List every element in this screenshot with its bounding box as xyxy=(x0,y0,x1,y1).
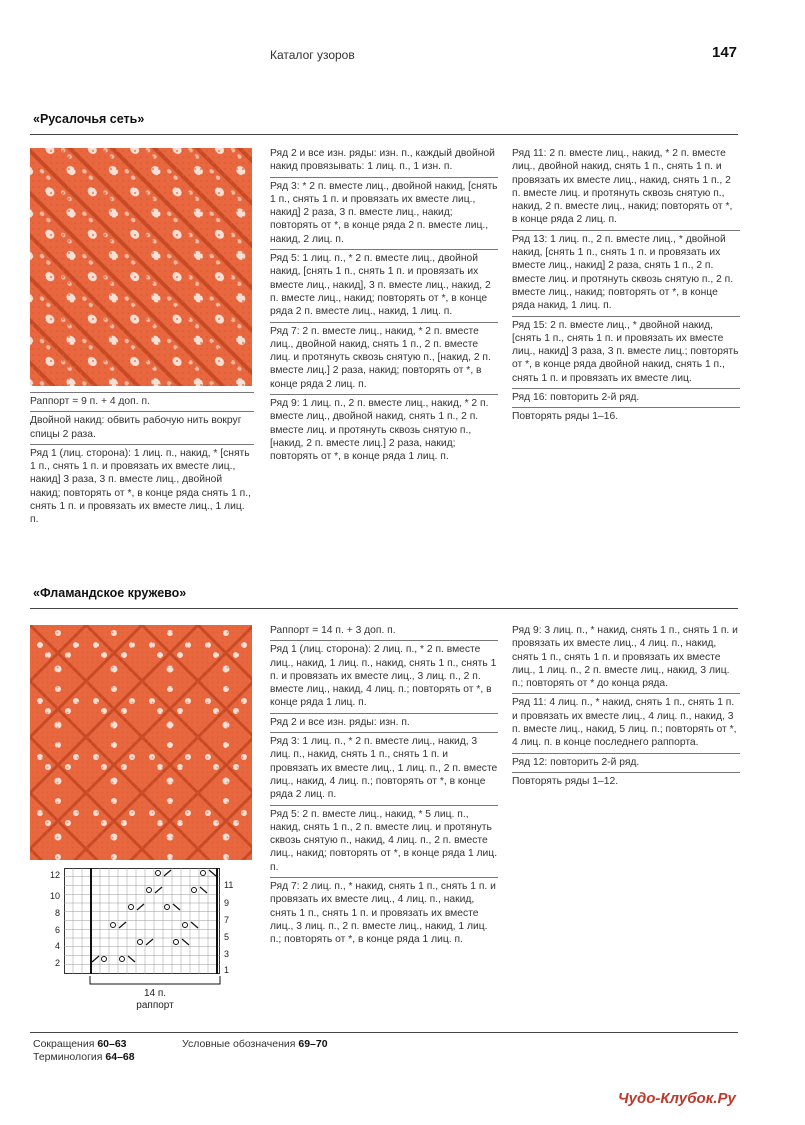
paragraph: Повторять ряды 1–12. xyxy=(512,775,619,787)
paragraph: Ряд 2 и все изн. ряды: изн. п., каждый двойной накид провязывать: 1 лиц. п., 1 изн. п. xyxy=(270,145,498,178)
paragraph: Ряд 9: 3 лиц. п., * накид, снять 1 п., снять 1 п. и провязать их вместе лиц., 4 лиц. п., накид, снять 1 п., снять 1 п. и провязать их вместе лиц., 1 лиц. п., 2 п. вместе лиц., накид, 3 лиц. п.; повторять от * до конца ряда. xyxy=(512,622,740,694)
paragraph: Ряд 2 и все изн. ряды: изн. п. xyxy=(270,714,498,733)
footer-symbols[interactable] xyxy=(182,1038,328,1050)
row-label: 11 xyxy=(224,880,234,890)
footer-abbr-pages: 60–63 xyxy=(97,1038,127,1050)
paragraph: Ряд 13: 1 лиц. п., 2 п. вместе лиц., * двойной накид, [снять 1 п., снять 1 п. и провязать их вместе лиц., накид] 2 раза, снять 1 п., 2 п. вместе лиц. и протянуть сквозь снятую п., 2 п. вместе лиц., накид; повторять от *, в конце ряда накид, 1 лиц. п. xyxy=(512,231,740,317)
repeat-bracket xyxy=(88,975,222,987)
pattern-photo-mermaid-net xyxy=(30,148,252,386)
pattern-photo-flemish-lace xyxy=(30,625,252,860)
paragraph: Ряд 7: 2 лиц. п., * накид, снять 1 п., снять 1 п. и провязать их вместе лиц., 4 лиц. п., накид, снять 1 п., снять 1 п. и провязать их вместе лиц., 3 лиц. п., 2 п. вместе лиц., накид, 1 лиц. п.; повторять от *, в конце ряда 1 лиц. п. xyxy=(270,881,496,946)
row-label: 2 xyxy=(54,958,60,968)
paragraph: Ряд 5: 1 лиц. п., * 2 п. вместе лиц., двойной накид, [снять 1 п., снять 1 п. и провязать их вместе лиц., накид], 3 п. вместе лиц., накид, 2 п. вместе лиц., накид; повторять от *, в конце ряда 2 п. вместе лиц., накид, 1 лиц. п. xyxy=(270,250,498,322)
footer-symbols-pages: 69–70 xyxy=(298,1038,328,1050)
paragraph: Ряд 1 (лиц. сторона): 1 лиц. п., накид, * [снять 1 п., снять 1 п. и провязать их вместе лиц., накид] 3 раза, 3 п. вместе лиц., двойной накид; повторять от *, в конце ряда снять 1 п., снять 1 п. и провязать их вместе лиц., 1 лиц. п. xyxy=(30,447,251,526)
pattern2-right-column xyxy=(512,622,740,791)
row-label: 12 xyxy=(49,870,60,880)
paragraph: Ряд 11: 4 лиц. п., * накид, снять 1 п., снять 1 п. и провязать их вместе лиц., 4 лиц. п., накид, 3 п. вместе лиц., накид, 5 лиц. п.; повторять от *, 4 лиц. п. в конце последнего раппорта. xyxy=(512,694,740,753)
repeat-stitch-count: 14 п. xyxy=(143,988,167,999)
footer-abbr-label: Сокращения xyxy=(33,1038,95,1050)
footer-term-pages: 64–68 xyxy=(105,1051,135,1063)
paragraph: Ряд 5: 2 п. вместе лиц., накид, * 5 лиц. п., накид, снять 1 п., 2 п. вместе лиц. и протянуть сквозь снятую п., накид, 4 лиц. п., 2 п. вместе лиц., накид; повторять от *, в конце ряда 1 лиц. п. xyxy=(270,806,498,878)
row-label: 9 xyxy=(224,898,230,908)
pattern2-middle-column xyxy=(270,622,498,950)
pattern1-right-column xyxy=(512,145,740,427)
paragraph: Раппорт = 14 п. + 3 доп. п. xyxy=(270,622,498,641)
row-label: 5 xyxy=(224,932,230,942)
paragraph: Повторять ряды 1–16. xyxy=(512,411,619,423)
row-label: 6 xyxy=(54,925,60,935)
repeat-label: раппорт xyxy=(136,1000,174,1011)
footer-symbols-label: Условные обозначения xyxy=(182,1038,296,1050)
paragraph: Ряд 1 (лиц. сторона): 2 лиц. п., * 2 п. вместе лиц., накид, 1 лиц. п., накид, снять 1 п., снять 1 п. и провязать их вместе лиц., 3 лиц. п., 2 п. вместе лиц., накид, 4 лиц. п.; повторять от *, в конце ряда 1 лиц. п. xyxy=(270,641,498,713)
paragraph: Ряд 7: 2 п. вместе лиц., накид, * 2 п. вместе лиц., двойной накид, снять 1 п., 2 п. вместе лиц. и протянуть сквозь снятую п., [накид, 2 п. вместе лиц.] 2 раза, накид; повторять от *, в конце ряда 2 лиц. п. xyxy=(270,323,498,395)
paragraph: Ряд 12: повторить 2-й ряд. xyxy=(512,754,740,773)
repeat-caption xyxy=(88,988,222,1012)
divider xyxy=(30,134,738,135)
pattern-title: «Фламандское кружево» xyxy=(33,586,187,600)
paragraph: Ряд 3: 1 лиц. п., * 2 п. вместе лиц., накид, 3 лиц. п., накид, снять 1 п., снять 1 п. и провязать их вместе лиц., 1 лиц. п., 2 п. вместе лиц., накид, 4 лиц. п.; повторять от *, в конце ряда 2 лиц. п. xyxy=(270,733,498,805)
pattern-title: «Русалочья сеть» xyxy=(33,112,145,126)
paragraph: Раппорт = 9 п. + 4 доп. п. xyxy=(30,392,254,412)
paragraph: Ряд 16: повторить 2-й ряд. xyxy=(512,389,740,408)
chart-grid xyxy=(64,868,220,974)
page-number: 147 xyxy=(712,44,738,61)
footer-term-label: Терминология xyxy=(33,1051,103,1063)
pattern1-middle-column xyxy=(270,145,498,467)
paragraph: Ряд 9: 1 лиц. п., 2 п. вместе лиц., накид, * 2 п. вместе лиц., двойной накид, снять 1 п., 2 п. вместе лиц. и протянуть сквозь снятую п., [накид, 2 п. вместе лиц.] 2 раза, накид; повторять от *, в конце ряда 1 лиц. п. xyxy=(270,398,489,463)
paragraph: Ряд 3: * 2 п. вместе лиц., двойной накид, [снять 1 п., снять 1 п. и провязать их вместе лиц., накид] 2 раза, 3 п. вместе лиц., накид; повторять от *, в конце ряда 2 п. вместе лиц., накид, 2 лиц. п. xyxy=(270,178,498,250)
row-label: 10 xyxy=(49,891,60,901)
paragraph: Ряд 11: 2 п. вместе лиц., накид, * 2 п. вместе лиц., двойной накид, снять 1 п., снять 1 п. и провязать их вместе лиц., накид, снять 1 п., 2 п. вместе лиц. и протянуть сквозь снятую п., накид, 2 п. вместе лиц., накид; повторять от *, в конце ряда 2 лиц. п. xyxy=(512,145,740,231)
row-label: 8 xyxy=(54,908,60,918)
footer-divider xyxy=(30,1032,738,1033)
section-title: Каталог узоров xyxy=(270,48,355,62)
row-label: 4 xyxy=(54,941,60,951)
footer-abbreviations[interactable] xyxy=(33,1038,127,1050)
pattern1-left-column xyxy=(30,392,254,530)
row-label: 1 xyxy=(224,965,230,975)
row-label: 3 xyxy=(224,949,230,959)
site-watermark: Чудо-Клубок.Ру xyxy=(618,1090,736,1107)
row-label: 7 xyxy=(224,915,230,925)
paragraph: Двойной накид: обвить рабочую нить вокруг спицы 2 раза. xyxy=(30,412,254,445)
paragraph: Ряд 15: 2 п. вместе лиц., * двойной накид, [снять 1 п., снять 1 п. и провязать их вместе лиц., накид] 3 раза, 3 п. вместе лиц.; повторять от *, в конце ряда двойной накид, снять 1 п., снять 1 п. и провязать их вместе лиц. xyxy=(512,317,740,389)
divider xyxy=(30,608,738,609)
footer-terminology[interactable] xyxy=(33,1051,135,1063)
knitting-chart xyxy=(48,868,248,1018)
